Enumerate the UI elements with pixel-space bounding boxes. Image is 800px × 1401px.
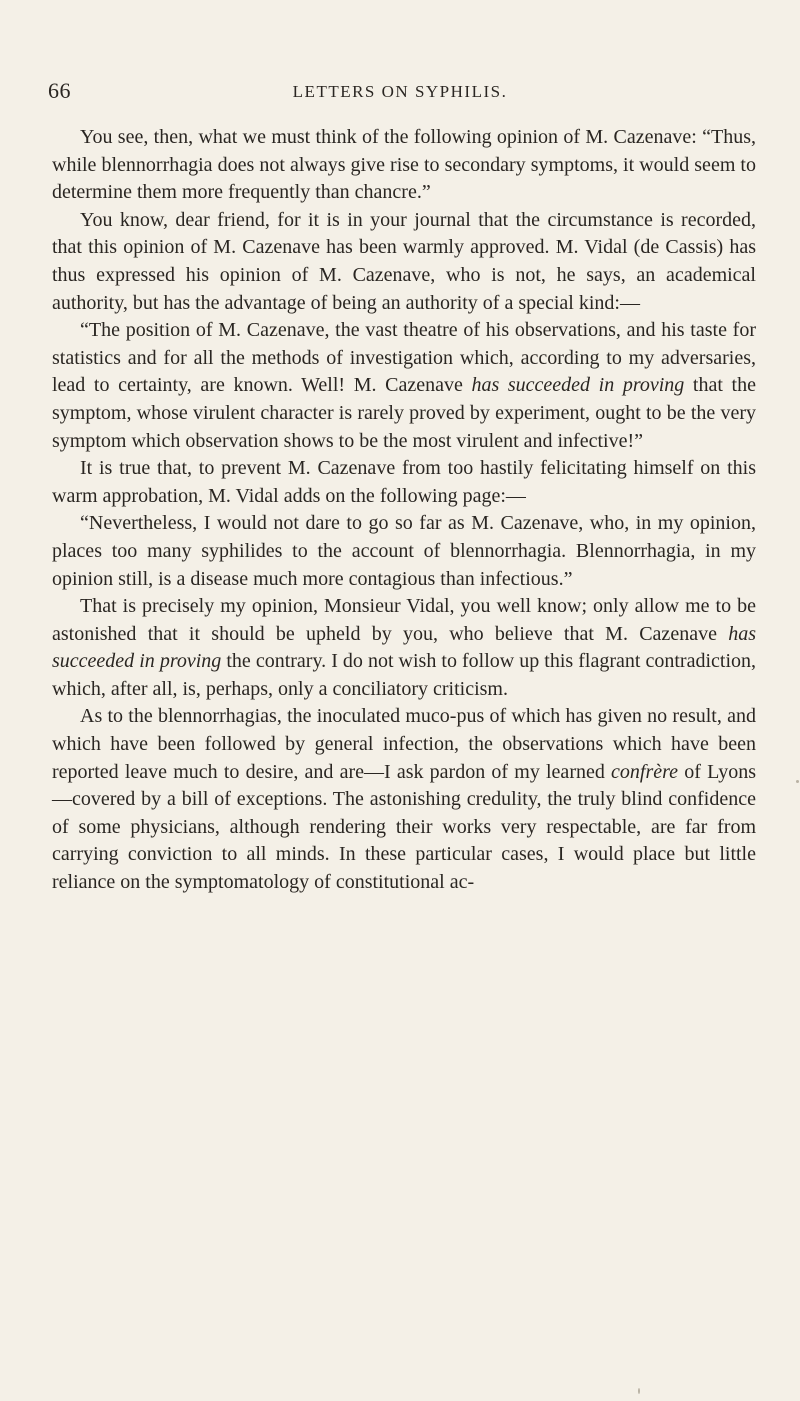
- text-run: the contrary. I do not wish to follow up this flagrant contradiction, which, after all, is, perhaps, only a conciliatory criticism.: [52, 650, 756, 700]
- running-head: LETTERS ON SYPHILIS.: [292, 82, 508, 101]
- page-number: 66: [48, 78, 71, 103]
- text-run: That is precisely my opinion, Monsieur Vidal, you well know; only allow me to be astonished that it should be upheld by you, who believe that M. Cazenave: [52, 595, 756, 645]
- text-run: You see, then, what we must think of the following opinion of M. Cazenave: “Thus, while blennorrhagia does not always give rise to secondary symptoms, it would seem to determine them more frequently than chancre.”: [52, 126, 756, 204]
- text-run: “The position of M. Cazenave, the vast theatre of his observations, and his taste for statistics and for all the methods of investigation which, according to my adversaries, lead to certainty, are known. Well! M. Cazenave: [52, 319, 756, 397]
- page-header: [48, 78, 752, 108]
- paragraph: [52, 703, 756, 896]
- text-run: that the symptom, whose virulent character is rarely proved by experiment, ought to be the very symptom which observation shows to be the most virulent and infective!”: [52, 374, 756, 452]
- paper-speck: [638, 1388, 640, 1394]
- paragraph: [52, 455, 756, 510]
- text-run: “Nevertheless, I would not dare to go so far as M. Cazenave, who, in my opinion, places too many syphilides to the account of blennorrhagia. Blennorrhagia, in my opinion still, is a disease much more contagious than infectious.”: [52, 512, 756, 590]
- paragraph: [52, 207, 756, 317]
- italic-text: confrère: [611, 760, 679, 783]
- text-run: You know, dear friend, for it is in your journal that the circumstance is recorded, that this opinion of M. Cazenave has been warmly approved. M. Vidal (de Cassis) has thus expressed his opinion of M. Cazenave, who is not, he says, an academical authority, but has the advantage of being an authority of a special kind:—: [52, 208, 756, 314]
- paragraph: [52, 317, 756, 455]
- text-run: As to the blennorrhagias, the inoculated muco-pus of which has given no result, and which have been followed by general infection, the observations which have been reported leave much to desire, and are—I ask pardon of my learned: [52, 705, 756, 783]
- text-run: It is true that, to prevent M. Cazenave from too hastily felicitating himself on this warm approbation, M. Vidal adds on the following page:—: [52, 457, 756, 507]
- italic-text: has succeeded in proving: [471, 374, 685, 397]
- body-text: [52, 124, 756, 897]
- paragraph: [52, 593, 756, 703]
- paragraph: [52, 510, 756, 593]
- italic-text: has succeeded in proving: [52, 622, 756, 673]
- paper-speck: [796, 780, 799, 783]
- paragraph: [52, 124, 756, 207]
- text-run: of Lyons—covered by a bill of exceptions. The astonishing credulity, the truly blind confidence of some physicians, although rendering their works very respectable, are far from carrying conviction to all minds. In these particular cases, I would place but little reliance on the symptomatology of constitutional ac-: [52, 760, 756, 894]
